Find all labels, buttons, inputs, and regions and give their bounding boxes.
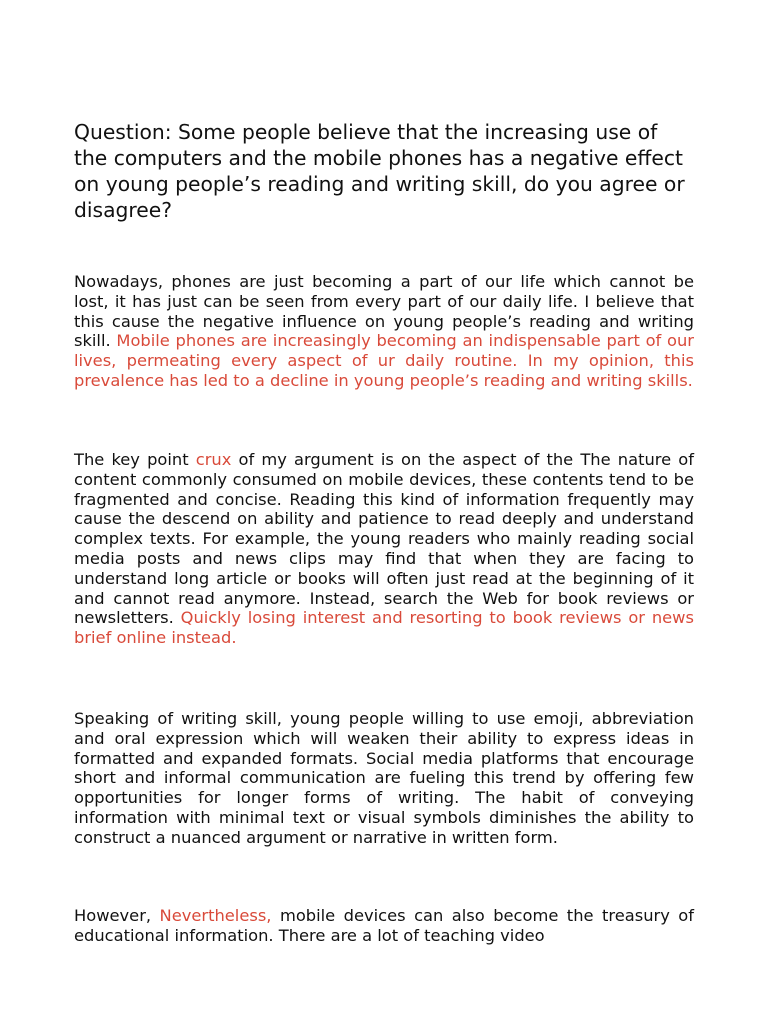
revised-text: Mobile phones are increasingly becoming an indispensable part of our lives, permeating every aspect of ur daily routine. In my opinion, this prevalence has led to a decline in young people’s reading and writing skills. [74, 331, 694, 390]
paragraph-4 [74, 906, 694, 946]
paragraph-text: However, [74, 906, 160, 925]
revised-text: Quickly losing interest and resorting to book reviews or news brief online instead. [74, 608, 694, 648]
revised-text: crux [195, 450, 232, 469]
paragraph-1 [74, 272, 694, 391]
paragraph-3 [74, 709, 694, 848]
paragraph-2 [74, 450, 694, 648]
paragraph-text: The key point [74, 450, 196, 469]
revised-text: Nevertheless, [159, 906, 272, 925]
paragraph-text: mobile devices can also become the treasury of educational information. There are a lot of teaching video [74, 906, 695, 945]
paragraph-text: Speaking of writing skill, young people willing to use emoji, abbreviation and oral expression which will weaken their ability to express ideas in formatted and expanded formats. Social media platforms that encourage short and informal communication are fueling this trend by offering few opportunities for longer forms of writing. The habit of conveying information with minimal text or visual symbols diminishes the ability to construct a nuanced argument or narrative in written form. [74, 709, 694, 847]
question-heading: Question: Some people believe that the increasing use of the computers and the mobile phones has a negative effect on young people’s reading and writing skill, do you agree or disagree? [74, 120, 685, 222]
paragraph-text: Nowadays, phones are just becoming a part of our life which cannot be lost, it has just can be seen from every part of our daily life. I believe that this cause the negative influence on young people’s reading and writing skill. [74, 272, 694, 351]
paragraph-text: of my argument is on the aspect of the The nature of content commonly consumed on mobile devices, these contents tend to be fragmented and concise. Reading this kind of information frequently may cause the descend on ability and patience to read deeply and understand complex texts. For example, the young readers who mainly reading social media posts and news clips may find that when they are facing to understand long article or books will often just read at the beginning of it and cannot read anymore. Instead, search the Web for book reviews or newsletters. [74, 450, 694, 628]
